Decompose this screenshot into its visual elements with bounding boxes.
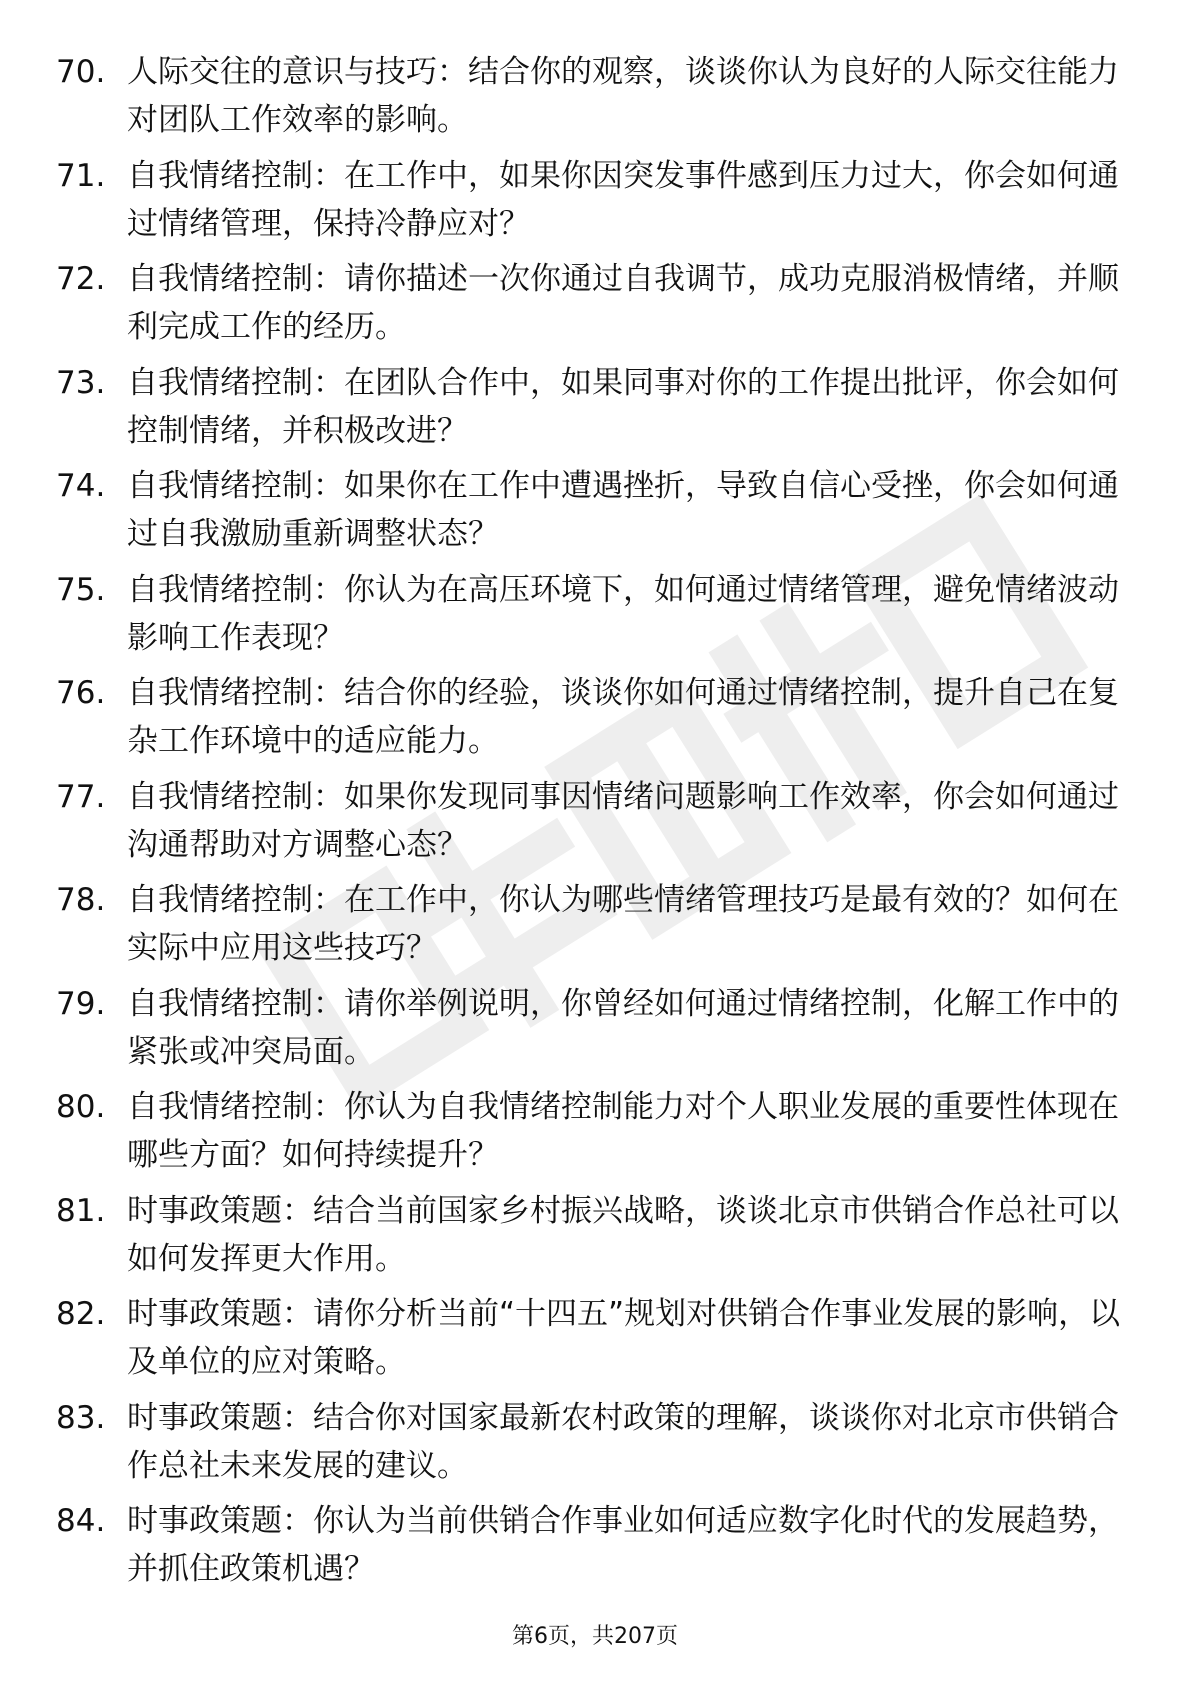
question-text: 自我情绪控制：你认为自我情绪控制能力对个人职业发展的重要性体现在哪些方面？如何持续提升？	[127, 1089, 1119, 1173]
question-number: 71.	[56, 157, 106, 194]
question-number: 82.	[56, 1296, 106, 1332]
question-number: 70.	[56, 54, 106, 90]
question-text: 自我情绪控制：如果你在工作中遭遇挫折，导致自信心受挫，你会如何通过自我激励重新调整状态？	[127, 468, 1119, 552]
question-item	[56, 876, 1136, 980]
question-text: 自我情绪控制：如果你发现同事因情绪问题影响工作效率，你会如何通过沟通帮助对方调整心态？	[127, 778, 1119, 863]
page-number-footer: 第6页，共207页	[512, 1624, 678, 1649]
question-number: 80.	[56, 1089, 106, 1125]
question-text: 自我情绪控制：请你举例说明，你曾经如何通过情绪控制，化解工作中的紧张或冲突局面。	[127, 985, 1119, 1070]
question-text: 自我情绪控制：请你描述一次你通过自我调节，成功克服消极情绪，并顺利完成工作的经历。	[127, 261, 1119, 345]
question-item	[56, 359, 1136, 463]
question-number: 81.	[56, 1192, 106, 1229]
question-item	[56, 773, 1136, 877]
question-text: 时事政策题：你认为当前供销合作事业如何适应数字化时代的发展趋势，并抓住政策机遇？	[127, 1503, 1119, 1587]
question-item	[56, 566, 1136, 670]
question-number: 72.	[56, 261, 106, 297]
question-item	[56, 1394, 1136, 1498]
question-item	[56, 255, 1136, 359]
question-item	[56, 48, 1136, 152]
question-text: 自我情绪控制：在工作中，你认为哪些情绪管理技巧是最有效的？如何在实际中应用这些技巧？	[127, 882, 1119, 966]
question-item	[56, 1497, 1136, 1601]
question-item	[56, 152, 1136, 256]
question-number: 74.	[56, 468, 106, 504]
question-text: 自我情绪控制：在团队合作中，如果同事对你的工作提出批评，你会如何控制情绪，并积极改进？	[127, 364, 1119, 449]
question-item	[56, 1290, 1136, 1394]
question-number: 84.	[56, 1503, 106, 1539]
question-number: 83.	[56, 1399, 106, 1436]
question-number: 75.	[56, 571, 106, 608]
question-number: 76.	[56, 675, 106, 711]
question-item	[56, 1187, 1136, 1291]
question-item	[56, 462, 1136, 566]
question-number: 77.	[56, 778, 106, 815]
question-text: 人际交往的意识与技巧：结合你的观察，谈谈你认为良好的人际交往能力对团队工作效率的影响。	[127, 54, 1119, 138]
question-number: 78.	[56, 882, 106, 918]
question-number: 73.	[56, 364, 106, 401]
question-text: 时事政策题：结合你对国家最新农村政策的理解，谈谈你对北京市供销合作总社未来发展的建议。	[127, 1399, 1119, 1484]
question-item	[56, 980, 1136, 1084]
question-item	[56, 1083, 1136, 1187]
question-number: 79.	[56, 985, 106, 1022]
question-text: 时事政策题：请你分析当前“十四五”规划对供销合作事业发展的影响，以及单位的应对策略。	[127, 1296, 1121, 1380]
question-text: 自我情绪控制：结合你的经验，谈谈你如何通过情绪控制，提升自己在复杂工作环境中的适应能力。	[127, 675, 1119, 759]
question-text: 自我情绪控制：你认为在高压环境下，如何通过情绪管理，避免情绪波动影响工作表现？	[127, 571, 1119, 656]
question-text: 时事政策题：结合当前国家乡村振兴战略，谈谈北京市供销合作总社可以如何发挥更大作用。	[127, 1192, 1119, 1277]
question-list	[56, 48, 1136, 1601]
question-text: 自我情绪控制：在工作中，如果你因突发事件感到压力过大，你会如何通过情绪管理，保持冷静应对？	[127, 157, 1119, 242]
question-item	[56, 669, 1136, 773]
